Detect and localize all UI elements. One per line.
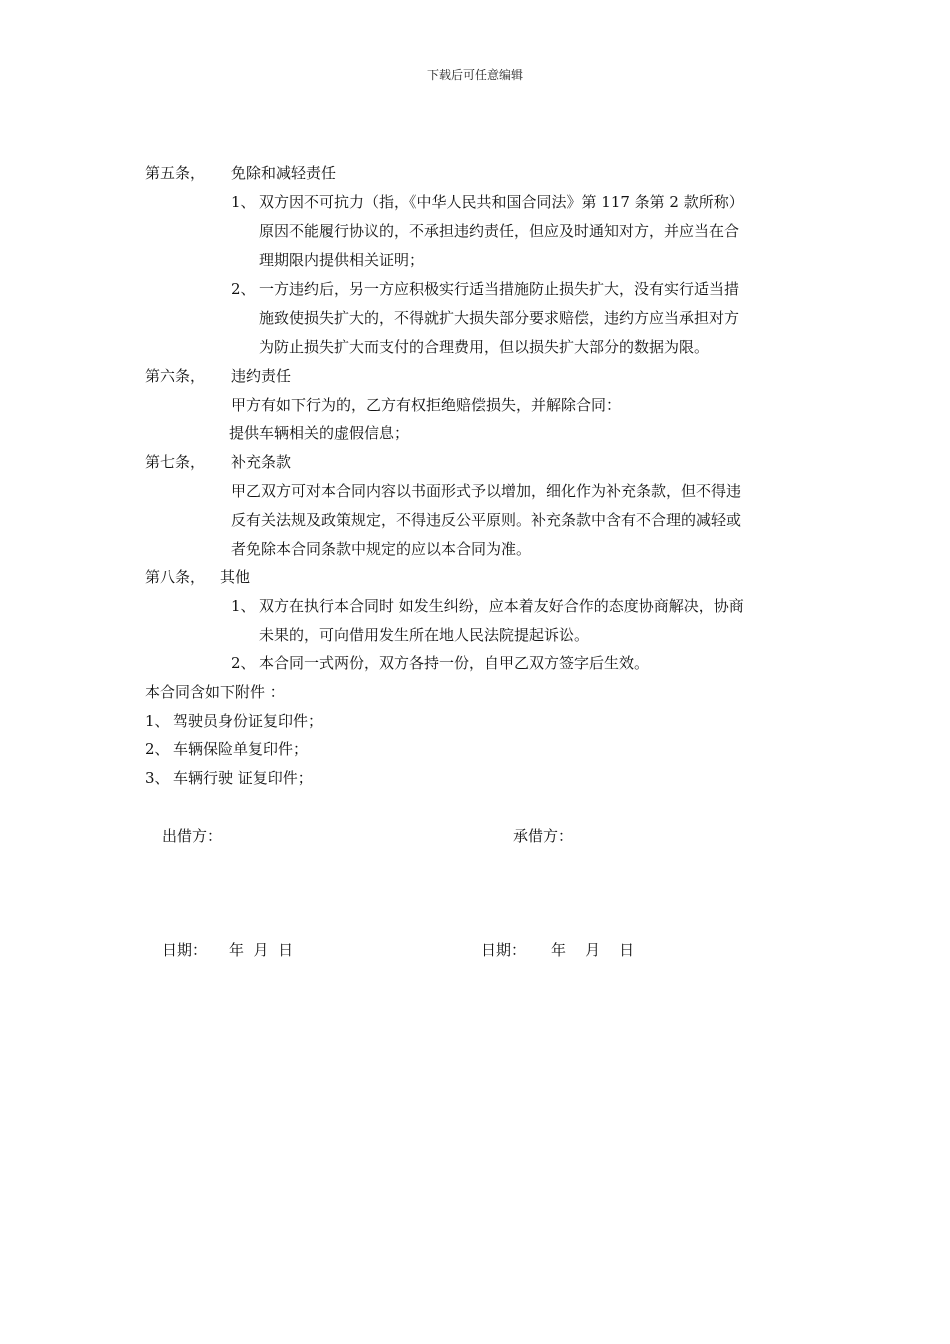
- attachments-title: 本合同含如下附件 ：: [145, 683, 285, 701]
- borrower-signature-label: 承借方：: [513, 827, 574, 845]
- article-8-title: 其他: [220, 568, 251, 586]
- article-5-item-2-line-2: 施致使损失扩大的，不得就扩大损失部分要求赔偿，违约方应当承担对方: [259, 309, 740, 327]
- borrower-date-value: 年 月 日: [551, 941, 635, 959]
- article-5-item-2-line-1: 一方违约后，另一方应积极实行适当措施防止损失扩大，没有实行适当措: [259, 280, 740, 298]
- article-5-item-1-number: 1、: [231, 193, 256, 211]
- article-5-label: 第五条，: [145, 164, 206, 182]
- borrower-date-label: 日期：: [481, 941, 527, 959]
- attachment-2-text: 车辆保险单复印件；: [173, 740, 309, 758]
- article-8-item-2-number: 2、: [231, 654, 256, 672]
- page-header: 下载后可任意编辑: [426, 68, 523, 82]
- article-7-label: 第七条，: [145, 453, 206, 471]
- article-6-label: 第六条，: [145, 367, 206, 385]
- article-7-line-2: 反有关法规及政策规定，不得违反公平原则。补充条款中含有不合理的减轻或: [231, 511, 742, 529]
- article-6-line-2: 提供车辆相关的虚假信息；: [229, 424, 410, 442]
- lender-date-value: 年 月 日: [229, 941, 294, 959]
- article-7-line-3: 者免除本合同条款中规定的应以本合同为准。: [231, 540, 532, 558]
- article-8-item-2-line-1: 本合同一式两份，双方各持一份，自甲乙双方签字后生效。: [259, 654, 650, 672]
- article-7-title: 补充条款: [231, 453, 292, 471]
- article-5-item-2-number: 2、: [231, 280, 256, 298]
- attachment-3-text: 车辆行驶 证复印件；: [173, 769, 313, 787]
- article-6-title: 违约责任: [231, 367, 292, 385]
- article-7-line-1: 甲乙双方可对本合同内容以书面形式予以增加，细化作为补充条款，但不得违: [231, 482, 742, 500]
- lender-signature-label: 出借方：: [162, 827, 223, 845]
- article-8-item-1-line-1: 双方在执行本合同时 如发生纠纷，应本着友好合作的态度协商解决，协商: [259, 597, 744, 615]
- attachment-1-number: 1、: [145, 712, 170, 730]
- attachment-1-text: 驾驶员身份证复印件；: [173, 712, 324, 730]
- attachment-2-number: 2、: [145, 740, 170, 758]
- article-5-item-1-line-3: 理期限内提供相关证明；: [259, 251, 425, 269]
- article-5-item-1-line-1: 双方因不可抗力（指，《中华人民共和国合同法》第 117 条第 2 款所称）: [259, 193, 744, 211]
- article-8-label: 第八条，: [145, 568, 206, 586]
- article-6-line-1: 甲方有如下行为的，乙方有权拒绝赔偿损失，并解除合同：: [231, 396, 622, 414]
- article-5-title: 免除和减轻责任: [231, 164, 337, 182]
- article-5-item-2-line-3: 为防止损失扩大而支付的合理费用，但以损失扩大部分的数据为限。: [259, 338, 710, 356]
- lender-date-label: 日期：: [162, 941, 208, 959]
- article-8-item-1-line-2: 未果的，可向借用发生所在地人民法院提起诉讼。: [259, 626, 590, 644]
- article-5-item-1-line-2: 原因不能履行协议的，不承担违约责任，但应及时通知对方，并应当在合: [259, 222, 740, 240]
- article-8-item-1-number: 1、: [231, 597, 256, 615]
- attachment-3-number: 3、: [145, 769, 170, 787]
